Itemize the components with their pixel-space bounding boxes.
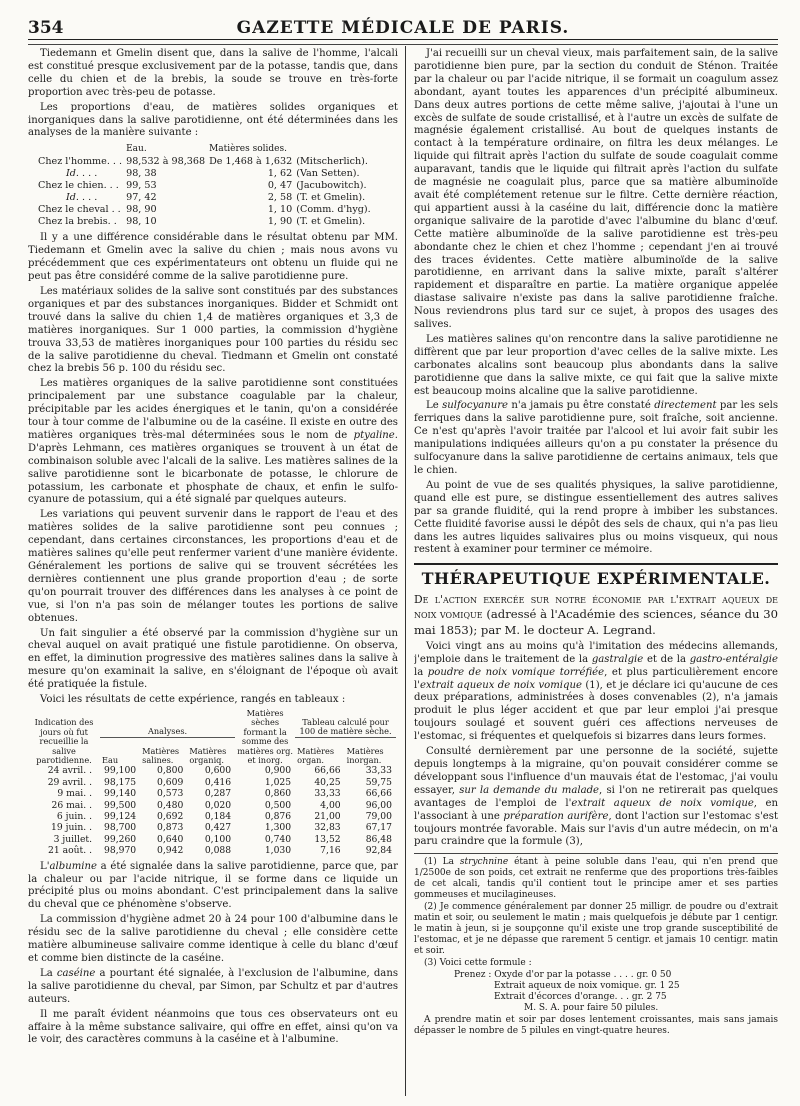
table-cell: 2, 58 [267, 192, 293, 204]
article-title: De l'action exercée sur notre économie par l'extrait aqueux de noix vomique (adressé à l'Académie des sciences, séance du 30 mai 1853); par M. le docteur A. Legrand. [414, 593, 778, 637]
paragraph: Les matières organiques de la salive parotidienne sont constituées principalement par une substance coagulable par la chaleur, précipitable par les acides énergiques et le tanin, qu'on a considérée tour à tour comme de l'albumine ou de la caséine. Il existe en outre des matières organiques très-mal déterminées sous le nom de ptyaline. D'après Lehmann, ces matières organiques se trouvent à un état de combinaison soluble avec l'alcali de la salive. Les matières salines de la salive parotidienne sont le bicarbonate de potasse, le chlorure de potassium, les carbonate et phosphate de chaux, et enfin le sulfo-cyanure de potassium, qui a été signalé par quelques auteurs. [28, 378, 398, 506]
column-header: Eau [102, 755, 119, 765]
table-row [38, 156, 375, 168]
paragraph: J'ai recueilli sur un cheval vieux, mais parfaitement sain, de la salive parotidienne bien pure, par la section du conduit de Sténon. Traitée par la chaleur ou par l'acide nitrique, il se formait un coagulum assez abondant, ayant toutes les apparences d'un précipité albumineux. Dans deux autres portions de cette même salive, j'ajoutai à l'une un excès de sulfate de soude cristallisé, et à l'autre un excès de sulfate de magnésie également cristallisé. Au bout de quelques instants de contact à la température ordinaire, on filtra les deux mélanges. Le liquide qui filtrait après l'action du sulfate de soude coagulait comme auparavant, tandis que le liquide qui filtrait après l'action du sulfate de magnésie ne coagulait plus, parce que sa matière albuminoïde avait été complétement retenue sur le filtre. Cette dernière réaction, qui appartient aussi à la caséine du lait, différencie donc la matière organique salivaire de la parotide d'avec l'albumine du blanc d'œuf. Cette matière albuminoïde de la salive parotidienne est très-peu abondante chez le chien et chez l'homme ; cependant j'en ai trouvé des traces évidentes. Cette matière albuminoïde de la salive parotidienne, en arrivant dans la salive mixte, paraît s'altérer rapidement et disparaître en partie. La matière organique appelée diastase salivaire n'existe pas dans la salive parotidienne fraîche. Nous reviendrons plus tard sur ce sujet, à propos des usages des salives. [414, 48, 778, 331]
table-cell: 99,260 [104, 833, 137, 845]
footnotes [414, 853, 778, 1037]
table-cell: 33,33 [314, 788, 341, 800]
table-cell: 1,025 [264, 776, 292, 788]
paragraph: Voici vingt ans au moins qu'à l'imitation des médecins allemands, j'emploie dans le traitement de la gastralgie et de la gastro-entéralgie la poudre de noix vomique torréfiée, et plus particulièrement encore l'extrait aqueux de noix vomique (1), et je déclare ici qu'aucune de ces deux préparations, administrées à doses convenables (2), n'a jamais produit le plus léger accident et que par leur emploi j'ai presque toujours soulagé et souvent guéri ces affections nerveuses de l'estomac, si fréquentes et quelquefois si bizarres dans leurs formes. [414, 640, 778, 743]
paragraph: Un fait singulier a été observé par la commission d'hygiène sur un cheval auquel on avait pratiqué une fistule parotidienne. On observa, en effet, la diminution progressive des matières salines dans la salive à mesure qu'on examinait la salive, en s'éloignant de l'époque où avait été pratiquée la fistule. [28, 627, 398, 691]
paragraph: La caséine a pourtant été signalée, à l'exclusion de l'albumine, dans la salive parotidienne du cheval, par Simon, par Schultz et par d'autres auteurs. [28, 967, 398, 1005]
footnote: (3) Voici cette formule : [424, 958, 532, 969]
paragraph: Les matériaux solides de la salive sont constitués par des substances organiques et par des substances inorganiques. Bidder et Schmidt ont trouvé dans la salive du chien 1,4 de matières organiques et 3,3 de matières inorganiques. Sur 1 000 parties, la commission d'hygiène trouva 33,53 de matières inorganiques pour 100 parties du résidu sec de la salive parotidienne du cheval. Tiedmann et Gmelin ont constaté chez la brebis 56 p. 100 du résidu sec. [28, 285, 398, 375]
footnote: (2) Je commence généralement par donner 25 milligr. de poudre ou d'extrait matin et soir, ou seulement le matin ; mais quelquefois je débute par 1 centigr. le matin à jeun, si je soupçonne qu'il existe une trop grande susceptibilité de l'estomac, et je ne dépasse que rarement 5 centigr. et jamais 10 centigr. matin et soir. [414, 902, 778, 957]
section-rule [414, 563, 778, 565]
table-cell: Chez le cheval . . [38, 204, 121, 216]
table-row [28, 834, 396, 845]
table-cell: 0,942 [157, 845, 184, 857]
table-row [38, 204, 375, 216]
table-cell: 1,300 [264, 822, 292, 834]
table-cell: 19 juin. . [51, 822, 92, 834]
formula-line: Prenez : Oxyde d'or par la potasse . . . . gr. 0 50 [454, 970, 672, 981]
experiment-table [28, 709, 396, 857]
table-row [38, 216, 375, 228]
table-cell: (Comm. d'hyg). [296, 204, 371, 216]
table-cell: 0,900 [264, 765, 292, 777]
table-cell: 99,140 [104, 788, 137, 800]
column-header: Matières salines. [142, 745, 180, 765]
table-row [28, 811, 396, 822]
table-cell: 21 août. . [48, 845, 92, 857]
paragraph: Il y a une différence considérable dans le résultat obtenu par MM. Tiedemann et Gmelin avec la salive du chien ; mais nous avons vu précédemment que ces expérimentateurs ont obtenu un fluide qui ne peut pas être considéré comme de la salive parotidienne pure. [28, 232, 398, 283]
table-cell: 40,25 [314, 776, 341, 788]
table-cell: 98, 90 [126, 204, 157, 216]
table-cell: 0,873 [157, 822, 184, 834]
table-cell: 0,184 [204, 811, 232, 823]
header-rule [28, 44, 778, 45]
table-cell: 0, 47 [267, 180, 293, 192]
table-cell: 79,00 [365, 811, 392, 823]
paragraph: Les proportions d'eau, de matières solides organiques et inorganiques dans la salive parotidienne, ont été déterminées dans les analyses de la manière suivante : [28, 101, 398, 139]
table-cell: 86,48 [365, 833, 392, 845]
table-row [28, 765, 396, 776]
column-header: Matières solides. [209, 144, 287, 155]
table-cell: 4,00 [320, 799, 341, 811]
table-cell: 99, 53 [126, 180, 157, 192]
page-header [28, 18, 778, 40]
table-cell: 59,75 [365, 776, 392, 788]
table-cell: 0,860 [264, 788, 292, 800]
table-cell: 24 avril. . [47, 765, 92, 777]
table-cell: 0,573 [157, 788, 184, 800]
table-cell: 1, 90 [267, 216, 293, 228]
column-header: Matières inorgan. [346, 745, 384, 765]
table-cell: 92,84 [365, 845, 392, 857]
paragraph: L'albumine a été signalée dans la salive parotidienne, parce que, par la chaleur ou par l'acide nitrique, il se forme dans ce liquide un précipité plus ou moins abondant. C'est principalement dans la salive du cheval que ce phénomène s'observe. [28, 860, 398, 911]
table-cell: 0,800 [157, 765, 184, 777]
table-cell: 0,876 [264, 811, 292, 823]
formula [454, 970, 778, 1014]
table-cell: Chez le chien. . . [38, 180, 119, 192]
paragraph: Consulté dernièrement par une personne de la société, sujette depuis longtemps à la migraine, qu'on pouvait considérer comme se développant sous l'influence d'un mauvais état de l'estomac, j'ai voulu essayer, sur la demande du malade, si l'on ne retirerait pas quelques avantages de l'emploi de l'extrait aqueux de noix vomique, en l'associant à une préparation aurifère, dont l'action sur l'estomac s'est toujours montrée favorable. Mais sur l'avis d'un autre médecin, on m'a paru craindre que la formule (3), [414, 746, 778, 848]
table-cell: 0,416 [204, 776, 232, 788]
table-cell: 98, 38 [126, 168, 157, 180]
table-cell: Id. . . . [66, 168, 98, 180]
table-row [28, 845, 396, 856]
table-cell: 33,33 [365, 765, 392, 777]
table-cell: 0,088 [204, 845, 232, 857]
table-cell: (Mitscherlich). [296, 156, 368, 168]
table-cell: 0,427 [204, 822, 232, 834]
table-cell: 98,175 [104, 776, 137, 788]
table-cell: (T. et Gmelin). [296, 216, 366, 228]
table-cell: 0,640 [157, 833, 184, 845]
table-row [38, 180, 375, 192]
paragraph: La commission d'hygiène admet 20 à 24 pour 100 d'albumine dans le résidu sec de la salive parotidienne du cheval ; elle considère cette matière albumineuse salivaire comme identique à celle du blanc d'œuf et comme bien distincte de la caséine. [28, 914, 398, 964]
column-divider [405, 46, 406, 1096]
table-cell: 26 mai. . [51, 799, 92, 811]
table-cell: 66,66 [314, 765, 341, 777]
formula-line: Extrait aqueux de noix vomique. gr. 1 25 [494, 981, 680, 992]
table-cell: 0,287 [204, 788, 232, 800]
table-cell: De 1,468 à 1,632 [209, 156, 293, 168]
table-cell: 0,480 [157, 799, 184, 811]
section-title: THÉRAPEUTIQUE EXPÉRIMENTALE. [421, 569, 771, 589]
table-cell: 7,16 [320, 845, 341, 857]
column-header: Matières organiq. [189, 745, 227, 765]
table-cell: 0,100 [204, 833, 232, 845]
table-cell: 6 juin. . [56, 811, 92, 823]
column-header: Indication des jours où fut recueillie la salive parotidienne. [34, 717, 94, 765]
column-header: Analyses. [100, 709, 235, 737]
column-header: Matières sèches formant la somme des matières org. et inorg. [237, 707, 293, 765]
table-cell: 99,124 [104, 811, 137, 823]
footnote: (1) La strychnine étant à peine soluble dans l'eau, qui n'en prend que 1/2500e de son poids, cet extrait ne renferme que des proportions très-faibles de cet alcali, tandis qu'il contient tout le principe amer et ses parties gommeuses et mucilagineuses. [414, 857, 778, 901]
table-row [28, 822, 396, 833]
table-cell: 0,500 [264, 799, 292, 811]
journal-title: GAZETTE MÉDICALE DE PARIS. [236, 18, 570, 38]
column-header: Tableau calculé pour 100 de matière sèche. [295, 709, 396, 737]
table-cell: 99,500 [104, 799, 137, 811]
table-cell: (Jacubowitch). [296, 180, 367, 192]
table-cell: 99,100 [104, 765, 137, 777]
table-cell: 0,609 [157, 776, 184, 788]
table-cell: 0,740 [264, 833, 292, 845]
column-header: Eau. [126, 144, 147, 155]
table-cell: 0,692 [157, 811, 184, 823]
table-cell: 66,66 [365, 788, 392, 800]
water-solids-table [38, 143, 375, 228]
table-cell: 0,600 [204, 765, 232, 777]
table-cell: 0,020 [204, 799, 232, 811]
formula-line: M. S. A. pour faire 50 pilules. [524, 1003, 659, 1014]
table-cell: 98, 10 [126, 216, 157, 228]
table-row [28, 800, 396, 811]
paragraph: Le sulfocyanure n'a jamais pu être constaté directement par les sels ferriques dans la salive parotidienne pure, soit fraîche, soit ancienne. Ce n'est qu'après l'avoir traitée par l'alcool et lui avoir fait subir les manipulations indiquées ailleurs qu'on a pu constater la présence du sulfocyanure dans la salive parotidienne de certains animaux, tels que le chien. [414, 400, 778, 476]
paragraph: Voici les résultats de cette expérience, rangés en tableaux : [40, 694, 346, 706]
table-cell: Chez l'homme. . . [38, 156, 123, 168]
paragraph: Les matières salines qu'on rencontre dans la salive parotidienne ne diffèrent que par leur proportion d'avec celles de la salive mixte. Les carbonates alcalins sont beaucoup plus abondants dans la salive parotidienne que dans la salive mixte, ce qui fait que la salive mixte est beaucoup moins alcaline que la salive parotidienne. [414, 333, 778, 397]
table-cell: 1, 10 [267, 204, 293, 216]
column-header: Matières organ. [297, 745, 335, 765]
table-cell: 13,52 [314, 833, 341, 845]
table-cell: (T. et Gmelin). [296, 192, 366, 204]
table-cell: 98,532 à 98,368 [126, 156, 206, 168]
table-row [28, 788, 396, 799]
paragraph: Les variations qui peuvent survenir dans le rapport de l'eau et des matières solides de la salive parotidienne sont peu connues ; cependant, dans certaines circonstances, les proportions d'eau et de matières salines qu'elle peut renfermer varient d'une manière évidente. Généralement les portions de salive qui se trouvent sécrétées les dernières contiennent une plus grande proportion d'eau ; de sorte qu'on pourrait trouver des différences dans les analyses à ce point de vue, si l'on n'a pas soin de mélanger toutes les portions de salive obtenues. [28, 509, 398, 624]
table-cell: 29 avril. . [47, 776, 92, 788]
table-cell: 1,030 [264, 845, 292, 857]
table-cell: 9 mai. . [57, 788, 92, 800]
table-row [38, 192, 375, 204]
formula-line: Extrait d'écorces d'orange. . . gr. 2 75 [494, 992, 667, 1003]
table-cell: (Van Setten). [296, 168, 360, 180]
table-cell: 21,00 [314, 811, 341, 823]
table-row [28, 777, 396, 788]
table-cell: 3 juillet. [53, 833, 92, 845]
paragraph: Au point de vue de ses qualités physiques, la salive parotidienne, quand elle est pure, se distingue essentiellement des autres salives par sa grande fluidité, qui la rend propre à imbiber les substances. Cette fluidité favorise aussi le dépôt des sels de chaux, qui n'a pas lieu dans les autres liquides salivaires plus ou moins visqueux, qui nous restent à examiner pour terminer ce mémoire. [414, 479, 778, 556]
table-cell: 98,700 [104, 822, 137, 834]
table-cell: Id. . . . [66, 192, 98, 204]
table-cell: 1, 62 [267, 168, 293, 180]
paragraph: Tiedemann et Gmelin disent que, dans la salive de l'homme, l'alcali est constitué presque exclusivement par de la potasse, tandis que, dans celle du chien et de la brebis, la soude se trouve en très-forte proportion avec très-peu de potasse. [28, 48, 398, 98]
paragraph: Il me paraît évident néanmoins que tous ces observateurs ont eu affaire à la même substance salivaire, qui offre en effet, ainsi qu'on va le voir, des caractères communs à la caséine et à l'albumine. [28, 1008, 398, 1046]
table-cell: 67,17 [365, 822, 392, 834]
table-cell: 32,83 [314, 822, 341, 834]
left-column [28, 48, 398, 1093]
table-row [38, 168, 375, 180]
table-cell: 96,00 [365, 799, 392, 811]
right-column [414, 48, 778, 1093]
page-number: 354 [28, 18, 64, 38]
table-cell: 98,970 [104, 845, 137, 857]
table-cell: Chez la brebis. . [38, 216, 117, 228]
table-cell: 97, 42 [126, 192, 157, 204]
footnote: A prendre matin et soir par doses lentement croissantes, mais sans jamais dépasser le nombre de 5 pilules en vingt-quatre heures. [414, 1015, 778, 1037]
